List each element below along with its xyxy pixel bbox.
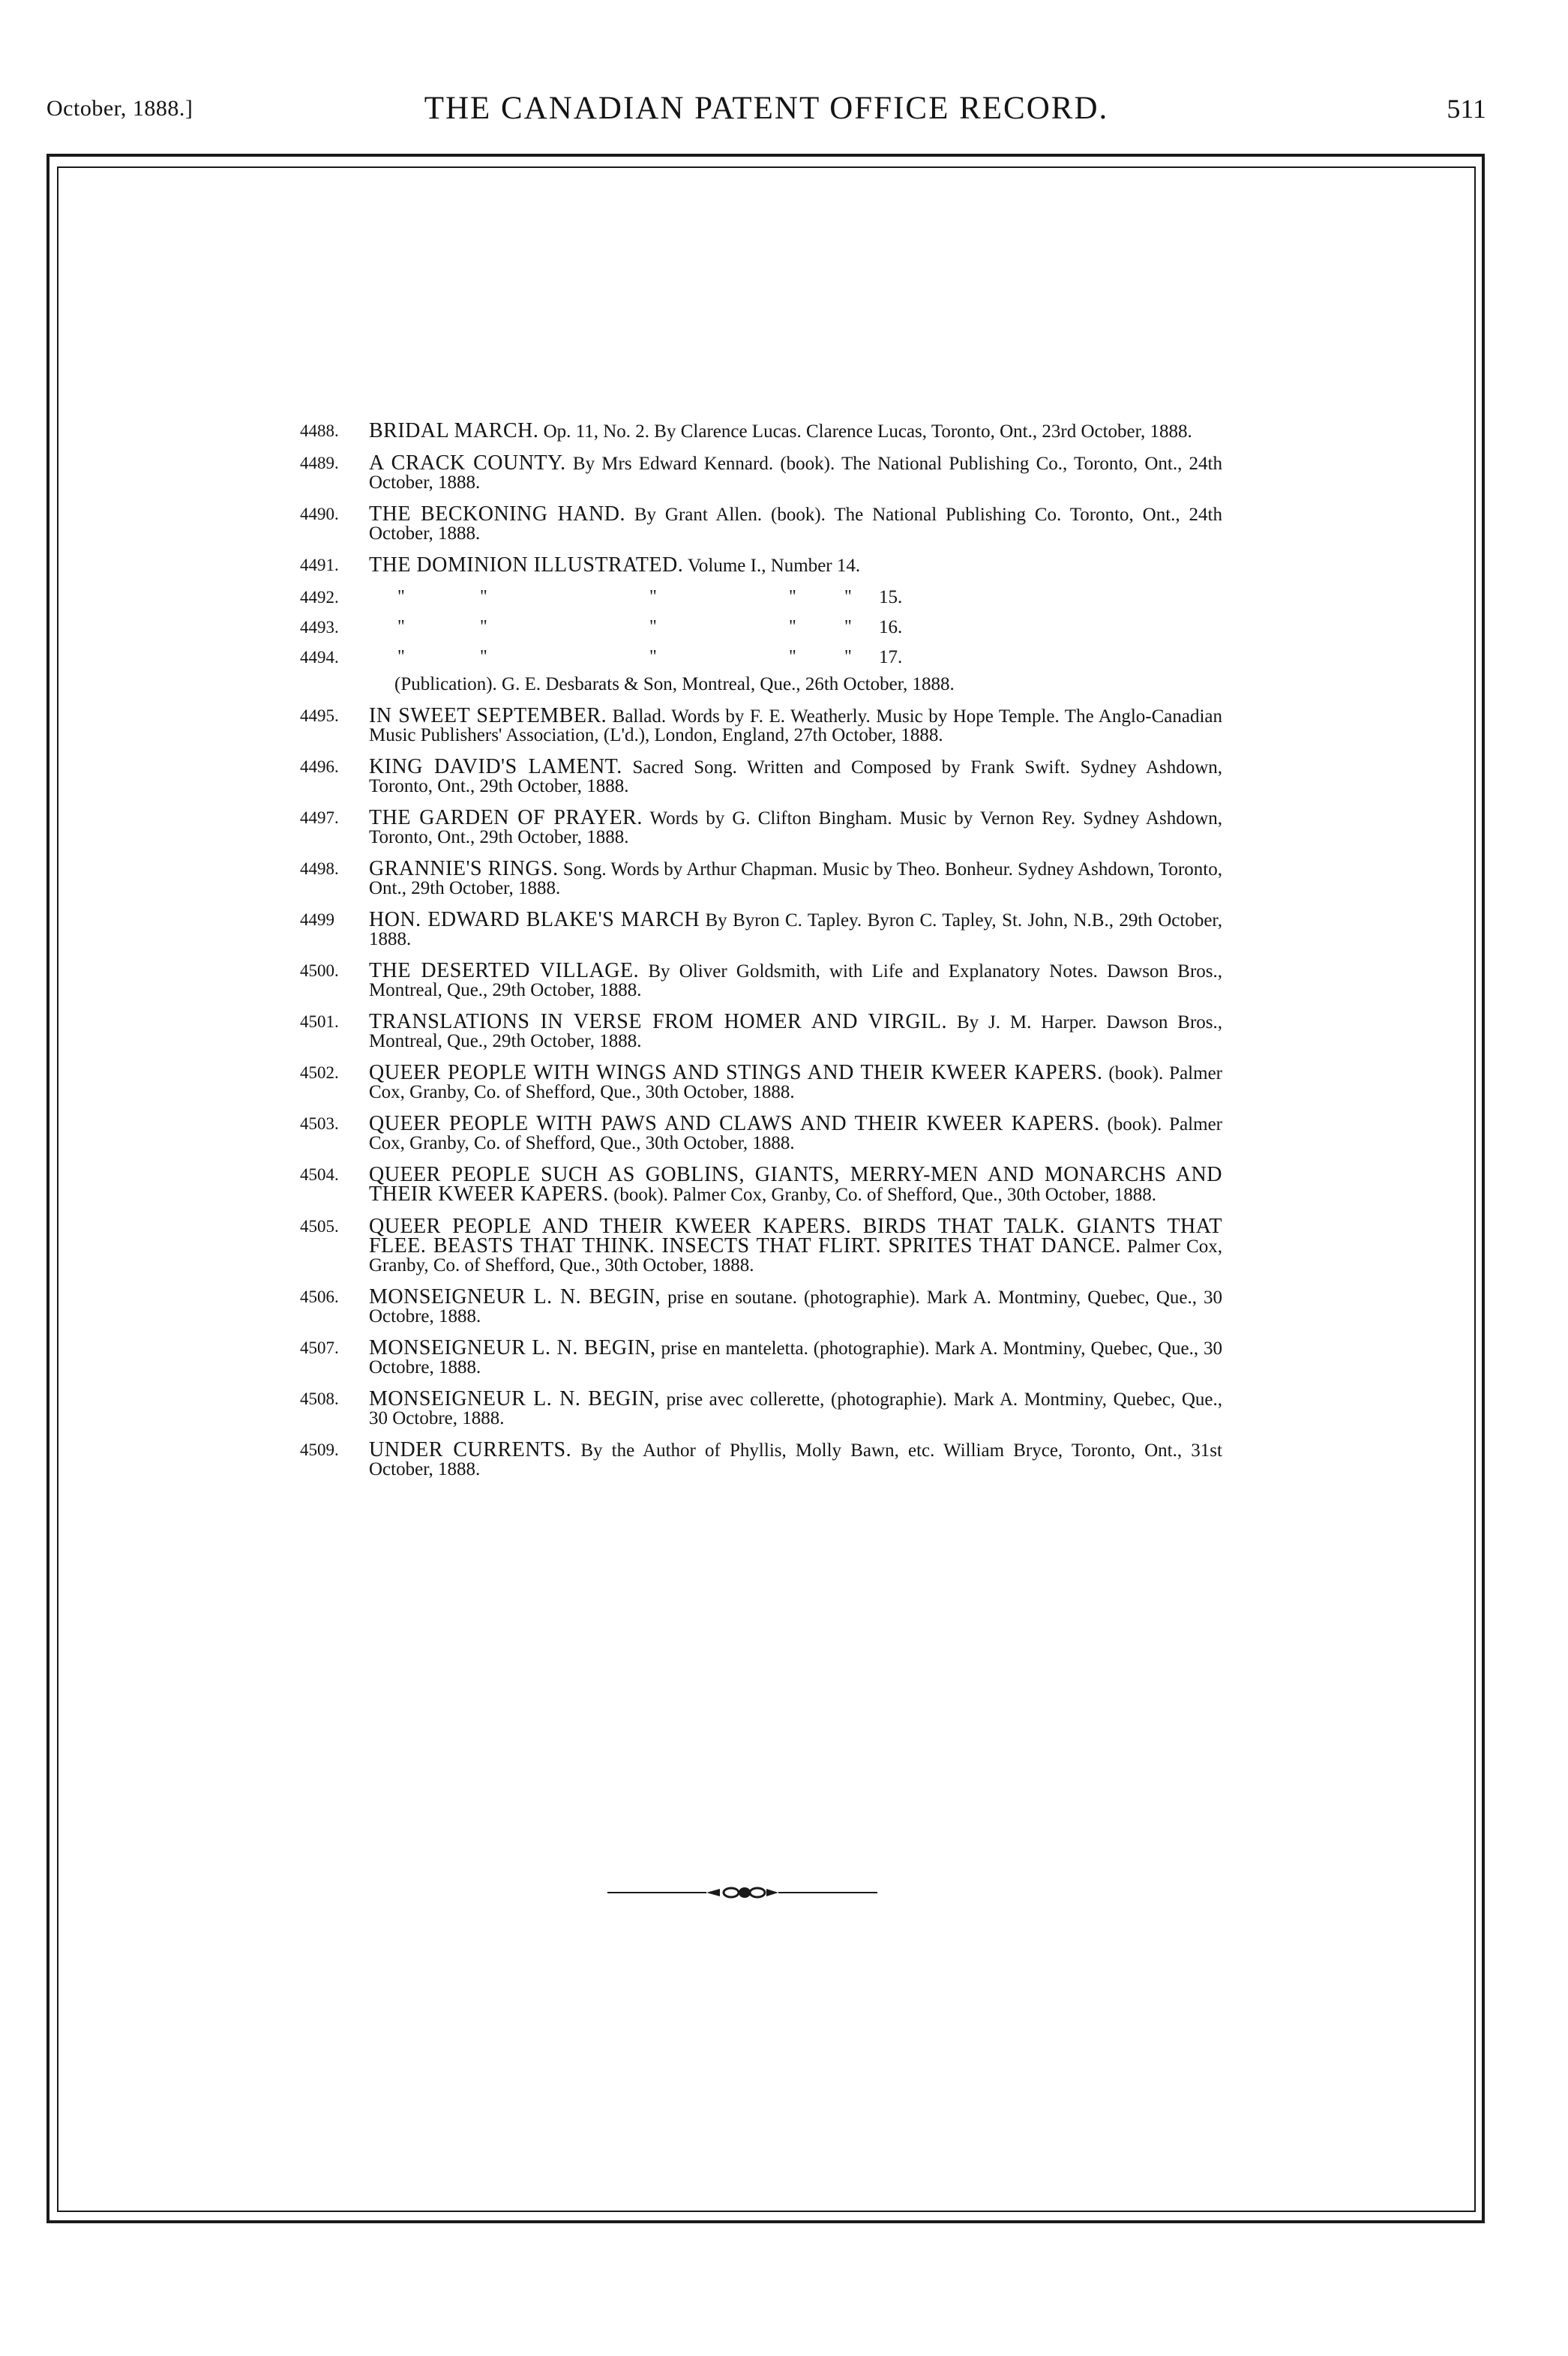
ditto-mark: " bbox=[480, 617, 487, 637]
publication-title: THE CANADIAN PATENT OFFICE RECORD. bbox=[424, 91, 1109, 126]
entry-title: QUEER PEOPLE WITH PAWS AND CLAWS AND THEIR KWEER KAPERS. bbox=[369, 1112, 1100, 1135]
entry-body bbox=[369, 706, 1222, 745]
entry-number: 4496. bbox=[300, 757, 339, 776]
ditto-mark: " bbox=[649, 617, 657, 637]
issue-number: 16. bbox=[879, 617, 903, 637]
ditto-mark: " bbox=[844, 587, 852, 607]
ditto-mark: " bbox=[649, 587, 657, 607]
issue-date: October, 1888.] bbox=[46, 96, 193, 121]
entry bbox=[300, 1217, 1222, 1275]
entry-number: 4494. bbox=[300, 648, 339, 667]
issue-number: 15. bbox=[879, 587, 903, 607]
running-header bbox=[46, 90, 1486, 135]
entry bbox=[300, 1114, 1222, 1153]
entry-number: 4490. bbox=[300, 505, 339, 523]
entry-number: 4491. bbox=[300, 556, 339, 574]
entry-body bbox=[369, 451, 1222, 493]
entry-title: QUEER PEOPLE WITH WINGS AND STINGS AND THEIR KWEER KAPERS. bbox=[369, 1061, 1103, 1084]
entry-body bbox=[369, 502, 1222, 544]
publication-note: (Publication). G. E. Desbarats & Son, Montreal, Que., 26th October, 1888. bbox=[394, 674, 955, 694]
entry-details: (book). Palmer Cox, Granby, Co. of Shefford, Que., 30th October, 1888. bbox=[369, 1114, 1222, 1153]
entry-title: MONSEIGNEUR L. N. BEGIN, bbox=[369, 1387, 660, 1410]
entry-title: MONSEIGNEUR L. N. BEGIN, bbox=[369, 1336, 656, 1359]
entry-title: KING DAVID'S LAMENT. bbox=[369, 755, 622, 778]
entry-details: (book). Palmer Cox, Granby, Co. of Shefford, Que., 30th October, 1888. bbox=[613, 1185, 1156, 1205]
entry-number: 4502. bbox=[300, 1063, 339, 1082]
entry-body bbox=[369, 910, 1222, 949]
entry bbox=[300, 553, 1222, 577]
entry-number: 4498. bbox=[300, 859, 339, 878]
entry bbox=[300, 1012, 1222, 1051]
entry-details: prise avec collerette, (photographie). Mark A. Montminy, Quebec, Que., 30 Octobre, 1888. bbox=[369, 1389, 1222, 1428]
entry-body bbox=[369, 1165, 1222, 1204]
entry-title: MONSEIGNEUR L. N. BEGIN, bbox=[369, 1285, 661, 1308]
entry-number: 4493. bbox=[300, 618, 339, 637]
entry-details: By J. M. Harper. Dawson Bros., Montreal, Que., 29th October, 1888. bbox=[369, 1012, 1222, 1051]
entry bbox=[300, 421, 1222, 441]
entry-details: Song. Words by Arthur Chapman. Music by Theo. Bonheur. Sydney Ashdown, Toronto, Ont., 29th October, 1888. bbox=[369, 859, 1223, 898]
page-number: 511 bbox=[1447, 94, 1486, 124]
entry bbox=[300, 961, 1222, 1000]
entry-details: Words by G. Clifton Bingham. Music by Vernon Rey. Sydney Ashdown, Toronto, Ont., 29th October, 1888. bbox=[369, 808, 1223, 847]
entry-title: QUEER PEOPLE SUCH AS GOBLINS, GIANTS, MERRY-MEN AND MONARCHS AND THEIR KWEER KAPERS. bbox=[369, 1163, 1222, 1206]
ditto-mark: " bbox=[649, 647, 657, 667]
entry-title: A CRACK COUNTY. bbox=[369, 451, 566, 475]
copyright-entries-list bbox=[300, 421, 1222, 1491]
entry-title: THE DOMINION ILLUSTRATED. bbox=[369, 553, 684, 577]
entry-body bbox=[369, 421, 1222, 441]
entry-number: 4509. bbox=[300, 1440, 339, 1459]
entry-details: (book). Palmer Cox, Granby, Co. of Shefford, Que., 30th October, 1888. bbox=[369, 1063, 1222, 1102]
entry-body bbox=[369, 961, 1222, 1000]
entry-body bbox=[369, 757, 1222, 796]
entry-title: IN SWEET SEPTEMBER. bbox=[369, 704, 607, 727]
entry-details: By the Author of Phyllis, Molly Bawn, etc. William Bryce, Toronto, Ont., 31st October, 1888. bbox=[369, 1440, 1222, 1479]
entry-number: 4492. bbox=[300, 588, 339, 607]
entry-body bbox=[369, 1287, 1222, 1326]
ditto-mark: " bbox=[397, 587, 405, 607]
ditto-mark: " bbox=[789, 587, 796, 607]
entry-body bbox=[369, 1063, 1222, 1102]
entry bbox=[300, 706, 1222, 745]
divider-ornament bbox=[607, 1881, 877, 1904]
entry-title: THE DESERTED VILLAGE. bbox=[369, 959, 640, 982]
entry-number: 4503. bbox=[300, 1114, 339, 1133]
entry-number: 4497. bbox=[300, 808, 339, 827]
entry-body bbox=[369, 859, 1222, 898]
entry-details: Sacred Song. Written and Composed by Frank Swift. Sydney Ashdown, Toronto, Ont., 29th October, 1888. bbox=[369, 757, 1223, 796]
entry-body bbox=[369, 1114, 1222, 1153]
entry bbox=[300, 451, 1222, 493]
entry-title: UNDER CURRENTS. bbox=[369, 1438, 572, 1461]
ditto-mark: " bbox=[844, 647, 852, 667]
entry-title: GRANNIE'S RINGS. bbox=[369, 857, 559, 880]
ditto-mark: " bbox=[844, 617, 852, 637]
entry bbox=[300, 1165, 1222, 1204]
ditto-mark: " bbox=[397, 617, 405, 637]
ditto-mark: " bbox=[480, 587, 487, 607]
entry-number: 4499 bbox=[300, 910, 334, 929]
entry-details: prise en soutane. (photographie). Mark A. Montminy, Quebec, Que., 30 Octobre, 1888. bbox=[369, 1287, 1223, 1326]
entry-number: 4507. bbox=[300, 1338, 339, 1357]
entry-details: Op. 11, No. 2. By Clarence Lucas. Clarence Lucas, Toronto, Ont., 23rd October, 1888. bbox=[543, 421, 1192, 442]
entry bbox=[300, 1287, 1222, 1326]
entry bbox=[300, 1440, 1222, 1479]
ditto-mark: " bbox=[397, 647, 405, 667]
entry-details: By Mrs Edward Kennard. (book). The National Publishing Co., Toronto, Ont., 24th October, 1888. bbox=[369, 454, 1222, 493]
entry-title: BRIDAL MARCH. bbox=[369, 419, 539, 442]
entry bbox=[300, 808, 1222, 847]
ditto-entry bbox=[300, 618, 1222, 643]
entry-details: prise en manteletta. (photographie). Mark A. Montminy, Quebec, Que., 30 Octobre, 1888. bbox=[369, 1338, 1222, 1377]
entry-number: 4506. bbox=[300, 1287, 339, 1306]
entry-number: 4489. bbox=[300, 454, 339, 472]
entry bbox=[300, 757, 1222, 796]
entry-details: By Byron C. Tapley. Byron C. Tapley, St. John, N.B., 29th October, 1888. bbox=[369, 910, 1223, 949]
entry-number: 4488. bbox=[300, 421, 339, 440]
entry-title: TRANSLATIONS IN VERSE FROM HOMER AND VIRGIL. bbox=[369, 1010, 948, 1033]
entry bbox=[300, 910, 1222, 949]
entry-number: 4501. bbox=[300, 1012, 339, 1031]
entry bbox=[300, 859, 1222, 898]
entry-body bbox=[369, 808, 1222, 847]
entry-title: THE GARDEN OF PRAYER. bbox=[369, 806, 643, 829]
entry-details: Volume I., Number 14. bbox=[688, 556, 861, 576]
entry bbox=[300, 1389, 1222, 1428]
issue-number: 17. bbox=[879, 647, 903, 667]
entry bbox=[300, 502, 1222, 544]
entry-details: By Oliver Goldsmith, with Life and Explanatory Notes. Dawson Bros., Montreal, Que., 29th October, 1888. bbox=[369, 961, 1222, 1000]
entry-number: 4505. bbox=[300, 1217, 339, 1236]
entry bbox=[300, 1338, 1222, 1377]
entry-title: THE BECKONING HAND. bbox=[369, 502, 625, 526]
entry-body bbox=[369, 553, 1222, 577]
entry-number: 4495. bbox=[300, 706, 339, 725]
entry-number: 4500. bbox=[300, 961, 339, 980]
ditto-mark: " bbox=[789, 647, 796, 667]
entry-details: By Grant Allen. (book). The National Publishing Co. Toronto, Ont., 24th October, 1888. bbox=[369, 505, 1222, 544]
entry-body bbox=[369, 1217, 1222, 1275]
entry-number: 4504. bbox=[300, 1165, 339, 1184]
entry-number: 4508. bbox=[300, 1389, 339, 1408]
entry-details: Ballad. Words by F. E. Weatherly. Music by Hope Temple. The Anglo-Canadian Music Publishers' Association, (L'd.), London, England, 27th October, 1888. bbox=[369, 706, 1223, 745]
ditto-entry bbox=[300, 588, 1222, 613]
entry-body bbox=[369, 1440, 1222, 1479]
entry-body bbox=[369, 1012, 1222, 1051]
ditto-mark: " bbox=[480, 647, 487, 667]
entry-body bbox=[369, 1338, 1222, 1377]
entry-details: Palmer Cox, Granby, Co. of Shefford, Que., 30th October, 1888. bbox=[369, 1236, 1222, 1275]
entry-title: HON. EDWARD BLAKE'S MARCH bbox=[369, 908, 700, 931]
entry bbox=[300, 1063, 1222, 1102]
ditto-mark: " bbox=[789, 617, 796, 637]
ditto-entry bbox=[300, 648, 1222, 673]
entry-body bbox=[369, 1389, 1222, 1428]
entry-title: QUEER PEOPLE AND THEIR KWEER KAPERS. BIRDS THAT TALK. GIANTS THAT FLEE. BEASTS THAT THINK. INSECTS THAT FLIRT. SPRITES THAT DANCE. bbox=[369, 1215, 1222, 1257]
